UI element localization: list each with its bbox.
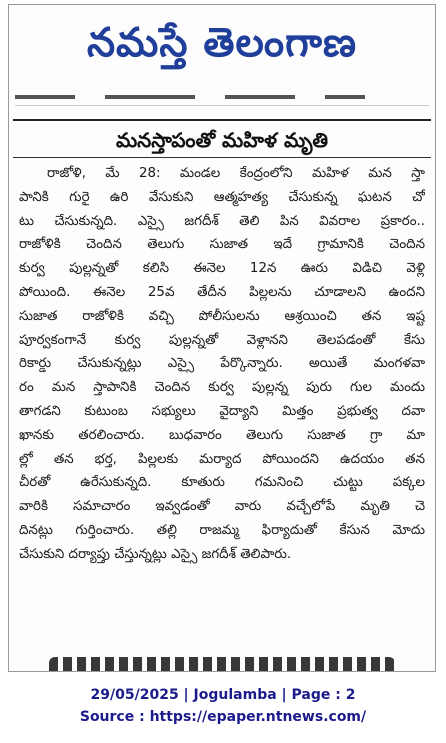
article-line: పోయింది. ఈనెల 25వ తేదీన పిల్లలను చూడాలని ఉందని <box>19 284 425 300</box>
article-line: వారికి సమాచారం ఇవ్వడంతో వారు వచ్చేలోపే మృతి చె <box>19 499 425 515</box>
article-line: రికార్డు చేసుకున్నట్లు ఎస్సై పేర్కొన్నారు. అయితే మంగళవా <box>19 356 425 372</box>
masthead-title: నమస్తే తెలంగాణ <box>86 20 358 66</box>
article-line: పూర్వకంగానే కుర్వ పుల్లన్నతో వెళ్లానని తెలపడంతో కేసు <box>19 332 425 348</box>
masthead <box>9 5 435 91</box>
article-headline: మనస్తాపంతో మహిళ మృతి <box>116 128 328 152</box>
article-line: చేసుకుని దర్యాప్తు చేస్తున్నట్లు ఎస్సై జగదీశ్ తెలిపారు. <box>19 546 292 562</box>
article-line: సుజాత రాజోళికి వచ్చి పోలీసులను ఆశ్రయించి తన ఇష్ట <box>19 308 425 324</box>
footer-source-link[interactable]: Source : https://epaper.ntnews.com/ <box>79 709 367 725</box>
article-body <box>19 162 425 567</box>
article-line: తాగడని కుటుంబ సభ్యులు వైద్యాని మిత్తం ప్రభుత్వ దవా <box>19 403 425 419</box>
headline-bottom-rule <box>13 157 431 158</box>
article-line: టు చేసుకున్నది. ఎస్సై జగదీశ్ తెలి పిన వివరాల ప్రకారం.. <box>19 213 425 229</box>
source-footer <box>0 684 446 728</box>
article-line: ఖానకు తరలించారు. బుధవారం తెలుగు సుజాత గ్రా మా <box>19 427 425 443</box>
article-line: కుర్వ పుల్లన్నతో కలిసి ఈనెల 12న ఊరు విడిచి వెళ్లి <box>19 261 425 277</box>
article-line: రం మన స్తాపానికి చెందిన కుర్వ పుల్లన్న పురు గుల మందు <box>19 380 425 396</box>
footer-date-edition: 29/05/2025 | Jogulamba | Page : 2 <box>90 687 356 703</box>
cut-off-text-above <box>15 95 429 106</box>
article-line: పానికి గురై ఉరి వేసుకుని ఆత్మహత్య చేసుకున్న ఘటన చో <box>19 189 425 205</box>
newspaper-clipping <box>8 4 436 672</box>
article-line: ల్లో తన భర్త, పిల్లలకు మర్యాద పోయిందని ఉదయం తన <box>19 451 425 467</box>
headline-top-rule <box>13 119 431 121</box>
cut-off-headline-below <box>49 657 395 672</box>
article-line: దినట్లు గుర్తించారు. తల్లి రాజమ్మ ఫిర్యాదుతో కేసున మోదు <box>19 522 425 538</box>
article-line: రాజోళికి చెందిన తెలుగు సుజాత ఇదే గ్రామానికి చెందిన <box>19 237 425 253</box>
article-line: చీరతో ఉరేసుకున్నది. కూతురు గమనించి చుట్టు పక్కల <box>19 475 425 491</box>
article-line: రాజోళి, మే 28: మండల కేంద్రంలోని మహిళ మన స్తా <box>47 166 425 181</box>
